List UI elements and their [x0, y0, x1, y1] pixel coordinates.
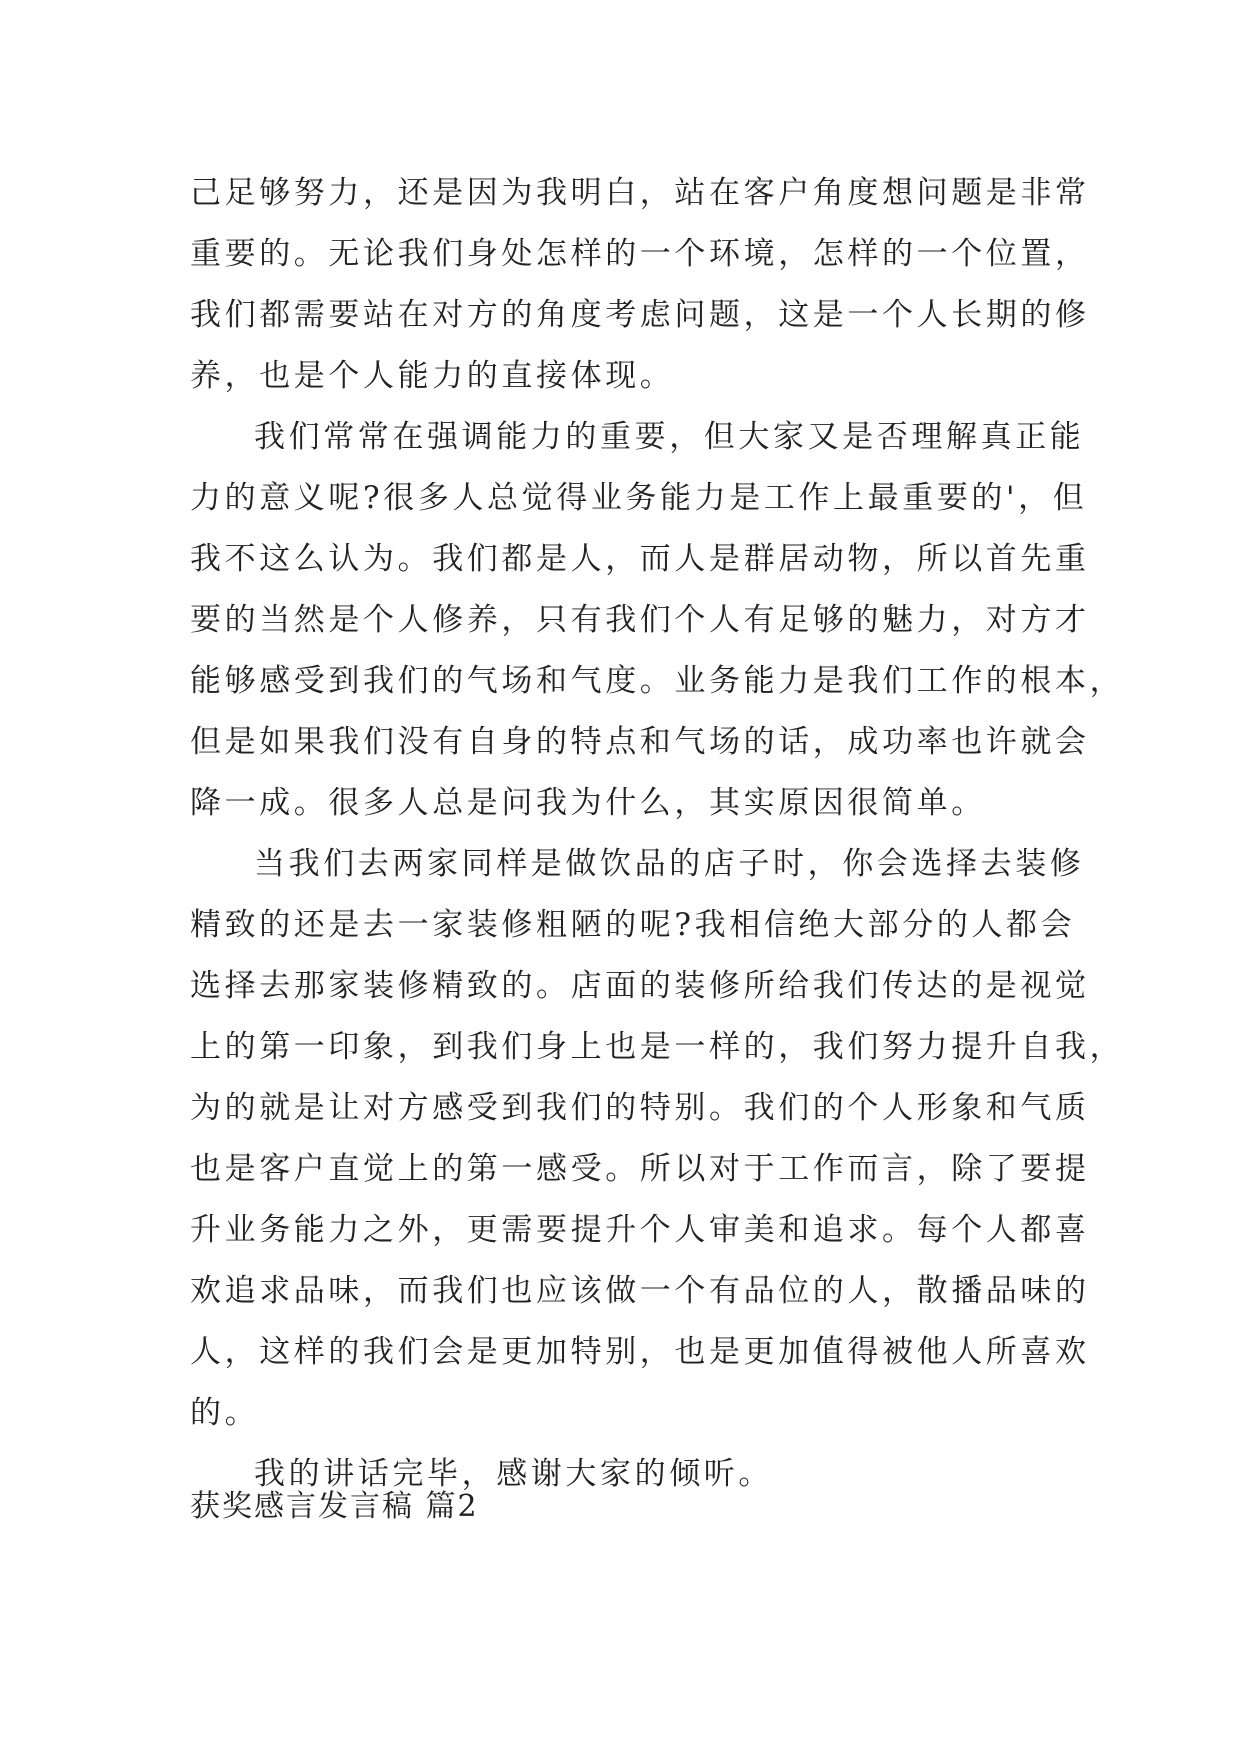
text-line: 我们都需要站在对方的角度考虑问题，这是一个人长期的修	[190, 297, 1090, 333]
text-line: 当我们去两家同样是做饮品的店子时，你会选择去装修	[254, 846, 1085, 882]
paragraph	[190, 834, 1125, 1444]
paragraph	[190, 407, 1125, 834]
text-line: 能够感受到我们的气场和气度。业务能力是我们工作的根本，	[190, 663, 1125, 699]
document-body	[190, 163, 1125, 1505]
text-line: 我的讲话完毕，感谢大家的倾听。	[254, 1456, 773, 1492]
text-line: 养，也是个人能力的直接体现。	[190, 358, 675, 394]
text-line: 精致的还是去一家装修粗陋的呢?我相信绝大部分的人都会	[190, 907, 1076, 943]
text-line: 欢追求品味，而我们也应该做一个有品位的人，散播品味的	[190, 1273, 1090, 1309]
text-line: 升业务能力之外，更需要提升个人审美和追求。每个人都喜	[190, 1212, 1090, 1248]
text-line: 我们常常在强调能力的重要，但大家又是否理解真正能	[254, 419, 1085, 455]
text-line: 力的意义呢?很多人总觉得业务能力是工作上最重要的'，但	[190, 480, 1088, 516]
text-line: 的。	[190, 1395, 260, 1431]
text-line: 上的第一印象，到我们身上也是一样的，我们努力提升自我，	[190, 1029, 1125, 1065]
text-line: 也是客户直觉上的第一感受。所以对于工作而言，除了要提	[190, 1151, 1090, 1187]
text-line: 选择去那家装修精致的。店面的装修所给我们传达的是视觉	[190, 968, 1090, 1004]
text-line: 人，这样的我们会是更加特别，也是更加值得被他人所喜欢	[190, 1334, 1090, 1370]
section-heading: 获奖感言发言稿 篇2	[190, 1489, 479, 1524]
text-line: 己足够努力，还是因为我明白，站在客户角度想问题是非常	[190, 175, 1090, 211]
text-line: 但是如果我们没有自身的特点和气场的话，成功率也许就会	[190, 724, 1090, 760]
text-line: 要的当然是个人修养，只有我们个人有足够的魅力，对方才	[190, 602, 1090, 638]
text-line: 降一成。很多人总是问我为什么，其实原因很简单。	[190, 785, 986, 821]
text-line: 我不这么认为。我们都是人，而人是群居动物，所以首先重	[190, 541, 1090, 577]
text-line: 为的就是让对方感受到我们的特别。我们的个人形象和气质	[190, 1090, 1090, 1126]
text-line: 重要的。无论我们身处怎样的一个环境，怎样的一个位置，	[190, 236, 1090, 272]
paragraph	[190, 163, 1090, 407]
